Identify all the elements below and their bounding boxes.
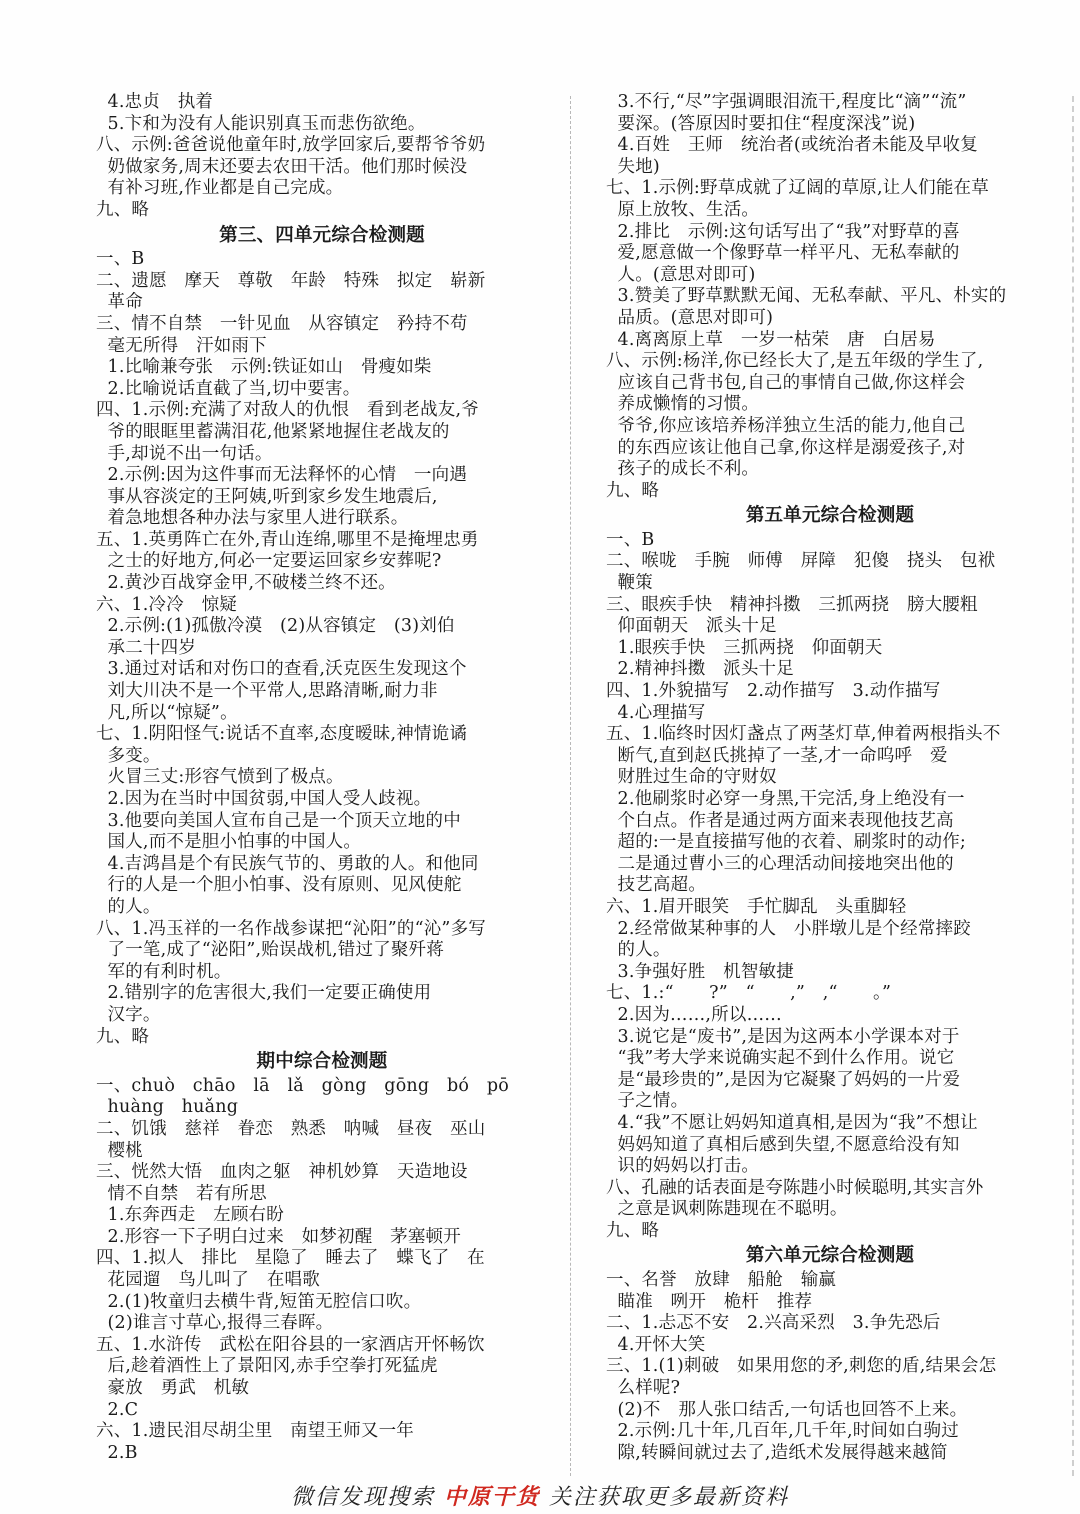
right-answer-line: 3.说它是“废书”,是因为这两本小学课本对于 (606, 1026, 960, 1047)
right-answer-line: 2.示例:几十年,几百年,几千年,时间如白驹过 (606, 1421, 959, 1442)
right-answer-line: 九、略 (606, 1220, 660, 1241)
left-answer-line: 汉字。 (96, 1004, 161, 1025)
right-answer-line: 3.不行,“尽”字强调眼泪流干,程度比“滴”“流” (606, 92, 967, 112)
right-answer-line: 技艺高超。 (606, 875, 707, 896)
right-answer-line: 断气,直到赵氏挑掉了一茎,才一命呜呼 爱 (606, 745, 948, 766)
left-answer-line: 2.B (96, 1442, 138, 1463)
footer-brand: 中原干货 (443, 1484, 540, 1510)
footer-watermark (0, 1480, 1080, 1511)
right-answer-line: 仰面朝天 派头十足 (606, 616, 777, 637)
right-answer-line: 六、1.眉开眼笑 手忙脚乱 头重脚轻 (606, 896, 907, 917)
left-answer-line: 2.示例:因为这件事而无法释怀的心情 一向遇 (96, 465, 468, 486)
left-section-title: 第三、四单元综合检测题 (219, 224, 425, 246)
right-answer-line: 二、喉咙 手腕 师傅 屏障 犯傻 挠头 包袱 (606, 551, 996, 572)
right-answer-line: 原上放牧、生活。 (606, 199, 760, 220)
left-answer-line: 2.因为在当时中国贫弱,中国人受人歧视。 (96, 789, 432, 809)
left-answer-line: 后,趁着酒性上了景阳冈,赤手空拳打死猛虎 (96, 1356, 438, 1377)
right-answer-line: 七、1.示例:野草成就了辽阔的草原,让人们能在草 (606, 178, 989, 199)
left-answer-line: 国人,而不是胆小怕事的中国人。 (96, 832, 362, 853)
right-answer-line: 2.因为……,所以…… (606, 1004, 782, 1025)
left-answer-line: 3.通过对话和对伤口的查看,沃克医生发现这个 (96, 659, 467, 680)
right-answer-line: 三、1.(1)刺破 如果用您的矛,刺您的盾,结果会怎 (606, 1356, 997, 1377)
left-answer-line: 花园遛 鸟儿叫了 在唱歌 (96, 1270, 320, 1291)
left-answer-line: 革命 (96, 292, 143, 313)
left-answer-line: 2.(1)牧童归去横牛背,短笛无腔信口吹。 (96, 1291, 422, 1312)
left-answer-line: huàng huǎng (96, 1097, 239, 1118)
right-section-title: 第五单元综合检测题 (745, 505, 915, 527)
left-answer-line: 八、示例:爸爸说他童年时,放学回家后,要帮爷爷奶 (96, 135, 486, 156)
right-answer-line: 九、略 (606, 480, 660, 501)
left-answer-line: 一、chuò chāo lā lǎ gòng gōng bó pō (96, 1075, 509, 1096)
right-answer-line: 应该自己背书包,自己的事情自己做,你这样会 (606, 372, 966, 393)
right-section-title: 第六单元综合检测题 (745, 1245, 915, 1267)
left-answer-line: 事从容淡定的王阿姨,听到家乡发生地震后, (96, 486, 438, 507)
right-answer-line: 的东西应该让他自己拿,你这样是溺爱孩子,对 (606, 437, 966, 458)
right-answer-line: 3.赞美了野草默默无闻、无私奉献、平凡、朴实的 (606, 286, 1007, 307)
right-answer-line: 要深。(答原因时要扣住“程度深浅”说) (606, 113, 916, 134)
left-answer-line: 2.形容一下子明白过来 如梦初醒 茅塞顿开 (96, 1226, 461, 1247)
right-answer-line: 七、1.:“ ?” “ ,” ,“ 。” (606, 983, 892, 1004)
left-answer-line: 着急地想各种办法与家里人进行联系。 (96, 508, 409, 529)
right-answer-line: 三、眼疾手快 精神抖擞 三抓两挠 膀大腰粗 (606, 594, 978, 615)
left-answer-line: 4.忠贞 执着 (96, 92, 214, 112)
left-answer-line: 二、遗愿 摩天 尊敬 年龄 特殊 拟定 崭新 (96, 270, 486, 291)
left-answer-line: 五、1.水浒传 武松在阳谷县的一家酒店开怀畅饮 (96, 1334, 485, 1355)
right-answer-line: 2.他刷浆时必穿一身黑,干完活,身上绝没有一 (606, 789, 965, 809)
right-answer-line: 2.排比 示例:这句话写出了“我”对野草的喜 (606, 221, 960, 242)
left-answer-line: 四、1.拟人 排比 星隐了 睡去了 蝶飞了 在 (96, 1248, 485, 1269)
right-answer-line: 鞭策 (606, 573, 653, 594)
right-answer-line: 孩子的成长不利。 (606, 459, 760, 480)
left-answer-line: 豪放 勇武 机敏 (96, 1378, 250, 1399)
right-answer-line: “我”考大学来说确实起不到什么作用。说它 (606, 1048, 955, 1069)
right-answer-line: 识的妈妈以打击。 (606, 1156, 760, 1177)
right-answer-line: 瞄准 咧开 桅杆 推荐 (606, 1291, 813, 1312)
page-edge-marks (1072, 96, 1074, 1476)
left-answer-line: 2.C (96, 1399, 139, 1420)
left-answer-line: (2)谁言寸草心,报得三春晖。 (96, 1313, 334, 1334)
left-answer-line: 2.黄沙百战穿金甲,不破楼兰终不还。 (96, 573, 396, 594)
right-answer-line: 之意是讽刺陈韪现在不聪明。 (606, 1199, 848, 1220)
right-answer-line: 4.百姓 王师 统治者(或统治者未能及早收复 (606, 135, 978, 156)
right-answer-line: 人。(意思对即可) (606, 264, 756, 285)
left-answer-line: 多变。 (96, 745, 161, 766)
left-answer-line: 承二十四岁 (96, 637, 197, 658)
left-answer-line: 1.东奔西走 左顾右盼 (96, 1205, 284, 1226)
left-answer-line: 爷的眼眶里蓄满泪花,他紧紧地握住老战友的 (96, 421, 450, 442)
left-answer-line: 5.卞和为没有人能识别真玉而悲伤欲绝。 (96, 113, 426, 134)
left-answer-line: 二、饥饿 慈祥 眷恋 熟悉 呐喊 昼夜 巫山 (96, 1118, 486, 1139)
right-answer-line: 八、示例:杨洋,你已经长大了,是五年级的学生了, (606, 351, 984, 372)
left-answer-line: 九、略 (96, 199, 150, 220)
right-answer-line: 爷爷,你应该培养杨洋独立生活的能力,他自己 (606, 415, 966, 436)
left-answer-line: 3.他要向美国人宣布自己是一个顶天立地的中 (96, 810, 461, 831)
right-answer-line: (2)不 那人张口结舌,一句话也回答不上来。 (606, 1399, 968, 1420)
right-answer-line: 子之情。 (606, 1091, 689, 1112)
right-answer-line: 妈妈知道了真相后感到失望,不愿意给没有知 (606, 1134, 960, 1155)
footer-suffix: 关注获取更多最新资料 (549, 1485, 790, 1510)
left-answer-line: 奶做家务,周末还要去农田干活。他们那时候没 (96, 156, 468, 177)
left-answer-line: 六、1.遗民泪尽胡尘里 南望王师又一年 (96, 1421, 414, 1442)
right-answer-line: 的人。 (606, 940, 671, 961)
left-answer-line: 行的人是一个胆小怕事、没有原则、见风使舵 (96, 875, 462, 896)
left-answer-line: 三、情不自禁 一针见血 从容镇定 矜持不苟 (96, 313, 468, 334)
right-answer-line: 超的:一是直接描写他的衣着、刷浆时的动作; (606, 832, 967, 853)
right-answer-line: 1.眼疾手快 三抓两挠 仰面朝天 (606, 637, 883, 658)
left-answer-line: 火冒三丈:形容气愤到了极点。 (96, 767, 344, 788)
left-answer-line: 之士的好地方,何必一定要运回家乡安葬呢? (96, 551, 442, 572)
right-answer-line: 二、1.忐忑不安 2.兴高采烈 3.争先恐后 (606, 1313, 941, 1334)
right-answer-line: 是“最珍贵的”,是因为它凝聚了妈妈的一片爱 (606, 1069, 961, 1090)
left-answer-line: 凡,所以“惊疑”。 (96, 702, 238, 723)
column-divider (570, 96, 571, 1476)
left-answer-line: 毫无所得 汗如雨下 (96, 335, 267, 356)
left-section-title: 期中综合检测题 (256, 1051, 388, 1073)
left-answer-line: 2.比喻说话直截了当,切中要害。 (96, 378, 361, 399)
right-answer-line: 4.开怀大笑 (606, 1334, 706, 1355)
right-answer-line: 3.争强好胜 机智敏捷 (606, 961, 794, 982)
right-answer-line: 二是通过曹小三的心理活动间接地突出他的 (606, 853, 954, 874)
right-answer-line: 品质。(意思对即可) (606, 307, 774, 328)
left-answer-line: 有补习班,作业都是自己完成。 (96, 178, 344, 199)
left-answer-line: 4.吉鸿昌是个有民族气节的、勇敢的人。和他同 (96, 853, 479, 874)
left-answer-line: 军的有利时机。 (96, 961, 232, 982)
right-answer-line: 八、孔融的话表面是夸陈韪小时候聪明,其实言外 (606, 1177, 984, 1198)
left-answer-line: 四、1.示例:充满了对敌人的仇恨 看到老战友,爷 (96, 400, 479, 421)
right-answer-line: 4.心理描写 (606, 702, 706, 723)
left-answer-line: 六、1.冷冷 惊疑 (96, 594, 237, 615)
left-answer-line: 刘大川决不是一个平常人,思路清晰,耐力非 (96, 681, 438, 702)
right-answer-line: 隙,转瞬间就过去了,造纸术发展得越来越简 (606, 1442, 948, 1463)
left-answer-line: 三、恍然大悟 血肉之躯 神机妙算 天造地设 (96, 1162, 468, 1183)
right-answer-line: 一、名誉 放肆 船舱 输赢 (606, 1270, 837, 1291)
left-answer-line: 九、略 (96, 1026, 150, 1047)
left-answer-line: 2.示例:(1)孤傲冷漠 (2)从容镇定 (3)刘伯 (96, 616, 455, 637)
left-answer-line: 情不自禁 若有所思 (96, 1183, 267, 1204)
right-answer-line: 四、1.外貌描写 2.动作描写 3.动作描写 (606, 681, 941, 702)
left-answer-line: 了一笔,成了“泌阳”,贻误战机,错过了聚歼蒋 (96, 940, 445, 961)
left-answer-line: 的人。 (96, 896, 161, 917)
right-answer-line: 五、1.临终时因灯盏点了两茎灯草,伸着两根指头不 (606, 724, 1001, 745)
left-answer-line: 2.错别字的危害很大,我们一定要正确使用 (96, 983, 432, 1004)
right-answer-line: 4.“我”不愿让妈妈知道真相,是因为“我”不想让 (606, 1112, 978, 1133)
left-answer-line: 八、1.冯玉祥的一名作战参谋把“沁阳”的“沁”多写 (96, 918, 486, 939)
left-column (96, 92, 548, 1464)
left-answer-line: 一、B (96, 249, 145, 270)
right-answer-line: 爱,愿意做一个像野草一样平凡、无私奉献的 (606, 243, 960, 264)
right-column (606, 92, 1054, 1464)
right-answer-line: 2.经常做某种事的人 小胖墩儿是个经常摔跤 (606, 918, 971, 939)
left-answer-line: 樱桃 (96, 1140, 143, 1161)
right-answer-line: 么样呢? (606, 1378, 681, 1399)
right-answer-line: 一、B (606, 529, 655, 550)
footer-prefix: 微信发现搜索 (290, 1485, 435, 1510)
right-answer-line: 养成懒惰的习惯。 (606, 394, 760, 415)
right-answer-line: 个白点。作者是通过两方面来表现他技艺高 (606, 810, 954, 831)
right-answer-line: 财胜过生命的守财奴 (606, 767, 777, 788)
right-answer-line: 4.离离原上草 一岁一枯荣 唐 白居易 (606, 329, 936, 350)
left-answer-line: 1.比喻兼夸张 示例:铁证如山 骨瘦如柴 (96, 357, 432, 378)
left-answer-line: 七、1.阴阳怪气:说话不直率,态度暧昧,神情诡谲 (96, 724, 468, 745)
right-answer-line: 失地) (606, 156, 660, 177)
left-answer-line: 手,却说不出一句话。 (96, 443, 273, 464)
right-answer-line: 2.精神抖擞 派头十足 (606, 659, 794, 680)
left-answer-line: 五、1.英勇阵亡在外,青山连绵,哪里不是掩埋忠勇 (96, 529, 479, 550)
